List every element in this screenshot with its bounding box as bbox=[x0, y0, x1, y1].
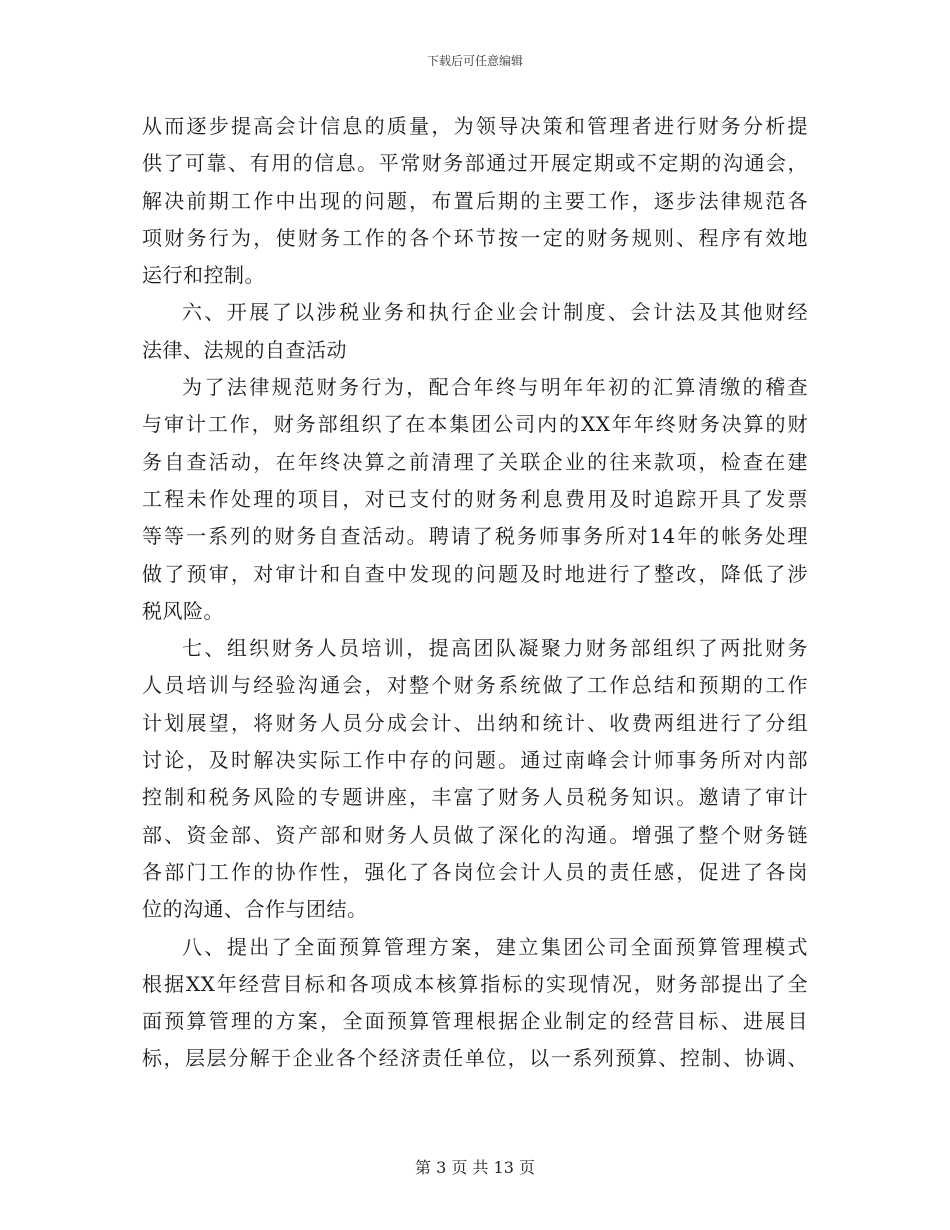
text-line: 部、资金部、资产部和财务人员做了深化的沟通。增强了整个财务链 bbox=[142, 822, 808, 847]
text-line: 工程未作处理的项目，对已支付的财务利息费用及时追踪开具了发票 bbox=[142, 486, 808, 511]
paragraph bbox=[142, 369, 808, 630]
text-line: 八、提出了全面预算管理方案，建立集团公司全面预算管理模式 bbox=[182, 934, 808, 959]
page-number: 第 3 页 共 13 页 bbox=[415, 1158, 535, 1177]
text-line: 务自查活动，在年终决算之前清理了关联企业的往来款项，检查在建 bbox=[142, 449, 808, 474]
text-line: 六、开展了以涉税业务和执行企业会计制度、会计法及其他财经 bbox=[182, 300, 808, 325]
text-line: 计划展望，将财务人员分成会计、出纳和统计、收费两组进行了分组 bbox=[142, 710, 808, 735]
page-header: 下载后可任意编辑 bbox=[426, 54, 523, 68]
text-line: 七、组织财务人员培训，提高团队凝聚力财务部组织了两批财务 bbox=[182, 636, 808, 661]
text-line: 运行和控制。 bbox=[142, 263, 265, 288]
text-line: 等等一系列的财务自查活动。聘请了税务师事务所对14年的帐务处理 bbox=[142, 524, 808, 549]
text-line: 为了法律规范财务行为，配合年终与明年年初的汇算清缴的稽查 bbox=[182, 375, 808, 400]
text-line: 供了可靠、有用的信息。平常财务部通过开展定期或不定期的沟通会， bbox=[142, 151, 808, 176]
section-7 bbox=[142, 630, 808, 928]
section-heading-6 bbox=[142, 294, 808, 369]
document-body bbox=[142, 108, 808, 1078]
text-line: 位的沟通、合作与团结。 bbox=[142, 897, 368, 922]
text-line: 根据XX年经营目标和各项成本核算指标的实现情况，财务部提出了全 bbox=[142, 971, 808, 996]
text-line: 控制和税务风险的专题讲座，丰富了财务人员税务知识。邀请了审计 bbox=[142, 785, 808, 810]
text-line: 法律、法规的自查活动 bbox=[142, 337, 347, 362]
text-line: 各部门工作的协作性，强化了各岗位会计人员的责任感，促进了各岗 bbox=[142, 859, 808, 884]
text-line: 税风险。 bbox=[142, 598, 224, 623]
text-line: 讨论，及时解决实际工作中存的问题。通过南峰会计师事务所对内部 bbox=[142, 748, 808, 773]
text-line: 人员培训与经验沟通会，对整个财务系统做了工作总结和预期的工作 bbox=[142, 673, 808, 698]
text-line: 解决前期工作中出现的问题，布置后期的主要工作，逐步法律规范各 bbox=[142, 188, 808, 213]
text-line: 与审计工作，财务部组织了在本集团公司内的XX年年终财务决算的财 bbox=[142, 412, 808, 437]
text-line: 标，层层分解于企业各个经济责任单位，以一系列预算、控制、协调、 bbox=[142, 1046, 808, 1071]
text-line: 做了预审，对审计和自查中发现的问题及时地进行了整改，降低了涉 bbox=[142, 561, 808, 586]
text-line: 项财务行为，使财务工作的各个环节按一定的财务规则、程序有效地 bbox=[142, 225, 808, 250]
text-line: 从而逐步提高会计信息的质量，为领导决策和管理者进行财务分析提 bbox=[142, 114, 808, 138]
section-8 bbox=[142, 929, 808, 1078]
text-line: 面预算管理的方案，全面预算管理根据企业制定的经营目标、进展目 bbox=[142, 1009, 808, 1034]
paragraph bbox=[142, 108, 808, 294]
